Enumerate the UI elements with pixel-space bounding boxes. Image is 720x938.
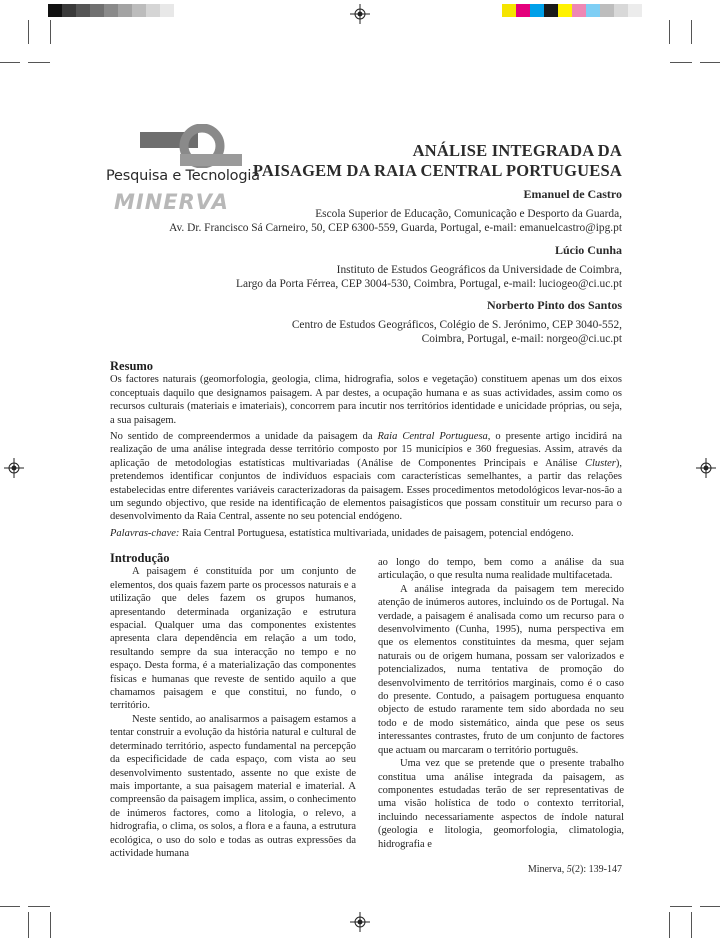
crop-mark bbox=[670, 906, 692, 907]
crop-mark bbox=[50, 912, 51, 938]
color-swatch bbox=[118, 4, 132, 17]
paragraph: A análise integrada da paisagem tem merecido atenção de inúmeros autores, incluindo os de Portugal. Na verdade, a paisagem é analisada como um recurso para o desenvolvimento (Cunha, 1995), numa perspectiva em que os elementos constituintes da mesma, quer sejam naturais ou de origem humana, possam ser valorizados e potencializados, numa tentativa de promoção do desenvolvimento de territórios marginais, como é o caso do presente. Contudo, a paisagem portuguesa enquanto objecto de estudo raramente tem sido abordada no seu todo e de modo sistemático, ainda que pese os seus interessantes contrastes, fruto de um conjunto de factores que actuam ou marcaram o território português. bbox=[378, 583, 624, 756]
article-title bbox=[253, 141, 622, 181]
crop-mark bbox=[0, 62, 20, 63]
grayscale-color-bar bbox=[48, 4, 174, 17]
title-line-2: PAISAGEM DA RAIA CENTRAL PORTUGUESA bbox=[252, 161, 622, 180]
author-block bbox=[292, 298, 622, 346]
keywords: Palavras-chave: Raia Central Portuguesa, estatística multivariada, unidades de paisagem, potencial endógeno. bbox=[110, 527, 574, 539]
crop-mark bbox=[0, 906, 20, 907]
color-swatch bbox=[502, 4, 516, 17]
color-swatch bbox=[104, 4, 118, 17]
abstract-section bbox=[110, 360, 622, 540]
color-swatch bbox=[628, 4, 642, 17]
color-swatch bbox=[530, 4, 544, 17]
crop-mark bbox=[691, 20, 692, 44]
color-swatch bbox=[146, 4, 160, 17]
author-affiliation: Escola Superior de Educação, Comunicação e Desporto da Guarda, bbox=[315, 208, 622, 220]
page-footer: Minerva, 5(2): 139-147 bbox=[527, 864, 622, 875]
title-line-1: ANÁLISE INTEGRADA DA bbox=[412, 141, 622, 160]
author-name: Emanuel de Castro bbox=[523, 187, 622, 201]
intro-heading: Introdução bbox=[110, 551, 170, 565]
crop-mark bbox=[50, 20, 51, 44]
author-block bbox=[236, 243, 622, 291]
color-swatch bbox=[516, 4, 530, 17]
author-address: Coimbra, Portugal, e-mail: norgeo@ci.uc.pt bbox=[421, 333, 622, 345]
crop-mark bbox=[28, 20, 29, 44]
registration-mark-icon bbox=[696, 458, 716, 478]
paragraph: A paisagem é constituída por um conjunto de elementos, dos quais fazem parte os processos naturais e a utilização que deles fazem os grupos humanos, apresentando determinada organização e estrutura espacial. Qualquer uma das componentes existentes apresenta clara dependência em relação a um todo, resultando sempre da sua interacção no tempo e no espaço. Desta forma, é a materialização das componentes físicas e humanas que reveste de sentido aquilo a que chamamos paisagem e que constitui, no fundo, o território. bbox=[110, 566, 356, 712]
color-swatch bbox=[132, 4, 146, 17]
crop-mark bbox=[28, 906, 50, 907]
crop-mark bbox=[669, 20, 670, 44]
color-swatch bbox=[90, 4, 104, 17]
process-color-bar bbox=[502, 4, 642, 17]
registration-mark-icon bbox=[350, 4, 370, 24]
color-swatch bbox=[48, 4, 62, 17]
author-name: Norberto Pinto dos Santos bbox=[486, 298, 622, 312]
author-name: Lúcio Cunha bbox=[554, 243, 622, 257]
crop-mark bbox=[691, 912, 692, 938]
crop-mark bbox=[669, 912, 670, 938]
abstract-paragraph: No sentido de compreendermos a unidade da paisagem da Raia Central Portuguesa, o presente artigo incidirá na realização de uma análise integrada desse território composto por 15 municípios e 360 freguesias. Assim, através da aplicação de metodologias estatísticas multivariadas (Análise de Componentes Principais e Análise Cluster), pretendemos identificar conjuntos de indivíduos espaciais com características semelhantes, a partir das relações estabelecidas entre diferentes variáveis caracterizadoras da paisagem. Esses procedimentos metodológicos levar-nos-ão a um segundo objectivo, que reside na identificação de elementos paisagísticos que possam constituir um recurso para o desenvolvimento da Raia Central, assente no seu potencial endógeno. bbox=[110, 431, 622, 523]
paragraph: Neste sentido, ao analisarmos a paisagem estamos a tentar construir a evolução da história natural e cultural de determinado território, aspecto fundamental na percepção da especificidade de cada espaço, com vista ao seu desenvolvimento sustentado, assente no que existe de mais importante, a sua paisagem material e imaterial. A compreensão da paisagem implica, assim, o conhecimento de inúmeros factores, como a litologia, o relevo, a hidrografia, o clima, os solos, a flora e a fauna, a estrutura ecológica, o uso do solo e todas as outras expressões da actividade humana bbox=[110, 713, 356, 859]
color-swatch bbox=[600, 4, 614, 17]
crop-mark bbox=[700, 62, 720, 63]
abstract-heading: Resumo bbox=[110, 359, 154, 373]
registration-mark-icon bbox=[350, 912, 370, 932]
crop-mark bbox=[700, 906, 720, 907]
author-address: Largo da Porta Férrea, CEP 3004-530, Coimbra, Portugal, e-mail: luciogeo@ci.uc.pt bbox=[236, 278, 622, 290]
author-affiliation: Centro de Estudos Geográficos, Colégio de S. Jerónimo, CEP 3040-552, bbox=[291, 319, 622, 331]
color-swatch bbox=[572, 4, 586, 17]
crop-mark bbox=[28, 62, 50, 63]
crop-mark bbox=[28, 912, 29, 938]
author-address: Av. Dr. Francisco Sá Carneiro, 50, CEP 6300-559, Guarda, Portugal, e-mail: emanuelcastro@ipg.pt bbox=[169, 222, 622, 234]
color-swatch bbox=[544, 4, 558, 17]
color-swatch bbox=[558, 4, 572, 17]
color-swatch bbox=[76, 4, 90, 17]
author-block bbox=[169, 187, 622, 235]
color-swatch bbox=[586, 4, 600, 17]
logo-title: Pesquisa e Tecnologia bbox=[106, 168, 260, 184]
right-column bbox=[378, 556, 624, 851]
left-column bbox=[110, 552, 356, 860]
ampersand-logo-icon bbox=[140, 124, 250, 168]
color-swatch bbox=[160, 4, 174, 17]
logo-minerva: MINERVA bbox=[114, 190, 229, 214]
crop-mark bbox=[670, 62, 692, 63]
author-affiliation: Instituto de Estudos Geográficos da Universidade de Coimbra, bbox=[336, 264, 622, 276]
paragraph: ao longo do tempo, bem como a análise da sua articulação, o que resulta numa realidade multifacetada. bbox=[378, 557, 624, 582]
paragraph: Uma vez que se pretende que o presente trabalho constitua uma análise integrada da paisagem, as componentes estudadas terão de ser representativas de uma visão holística de todo o contexto territorial, incluindo necessariamente aspectos de índole natural (geologia e litologia, geomorfologia, climatologia, hidrografia e bbox=[378, 758, 624, 850]
registration-mark-icon bbox=[4, 458, 24, 478]
color-swatch bbox=[614, 4, 628, 17]
abstract-paragraph: Os factores naturais (geomorfologia, geologia, clima, hidrografia, solos e vegetação) constituem apenas um dos eixos conceptuais daquilo que designamos paisagem. A par destes, a ocupação humana e as suas actividades, assim como os recursos culturais (materiais e imateriais), concorrem para incutir nos territórios identidade e unicidade próprias, ou seja, a sua paisagem. bbox=[110, 374, 622, 426]
color-swatch bbox=[62, 4, 76, 17]
